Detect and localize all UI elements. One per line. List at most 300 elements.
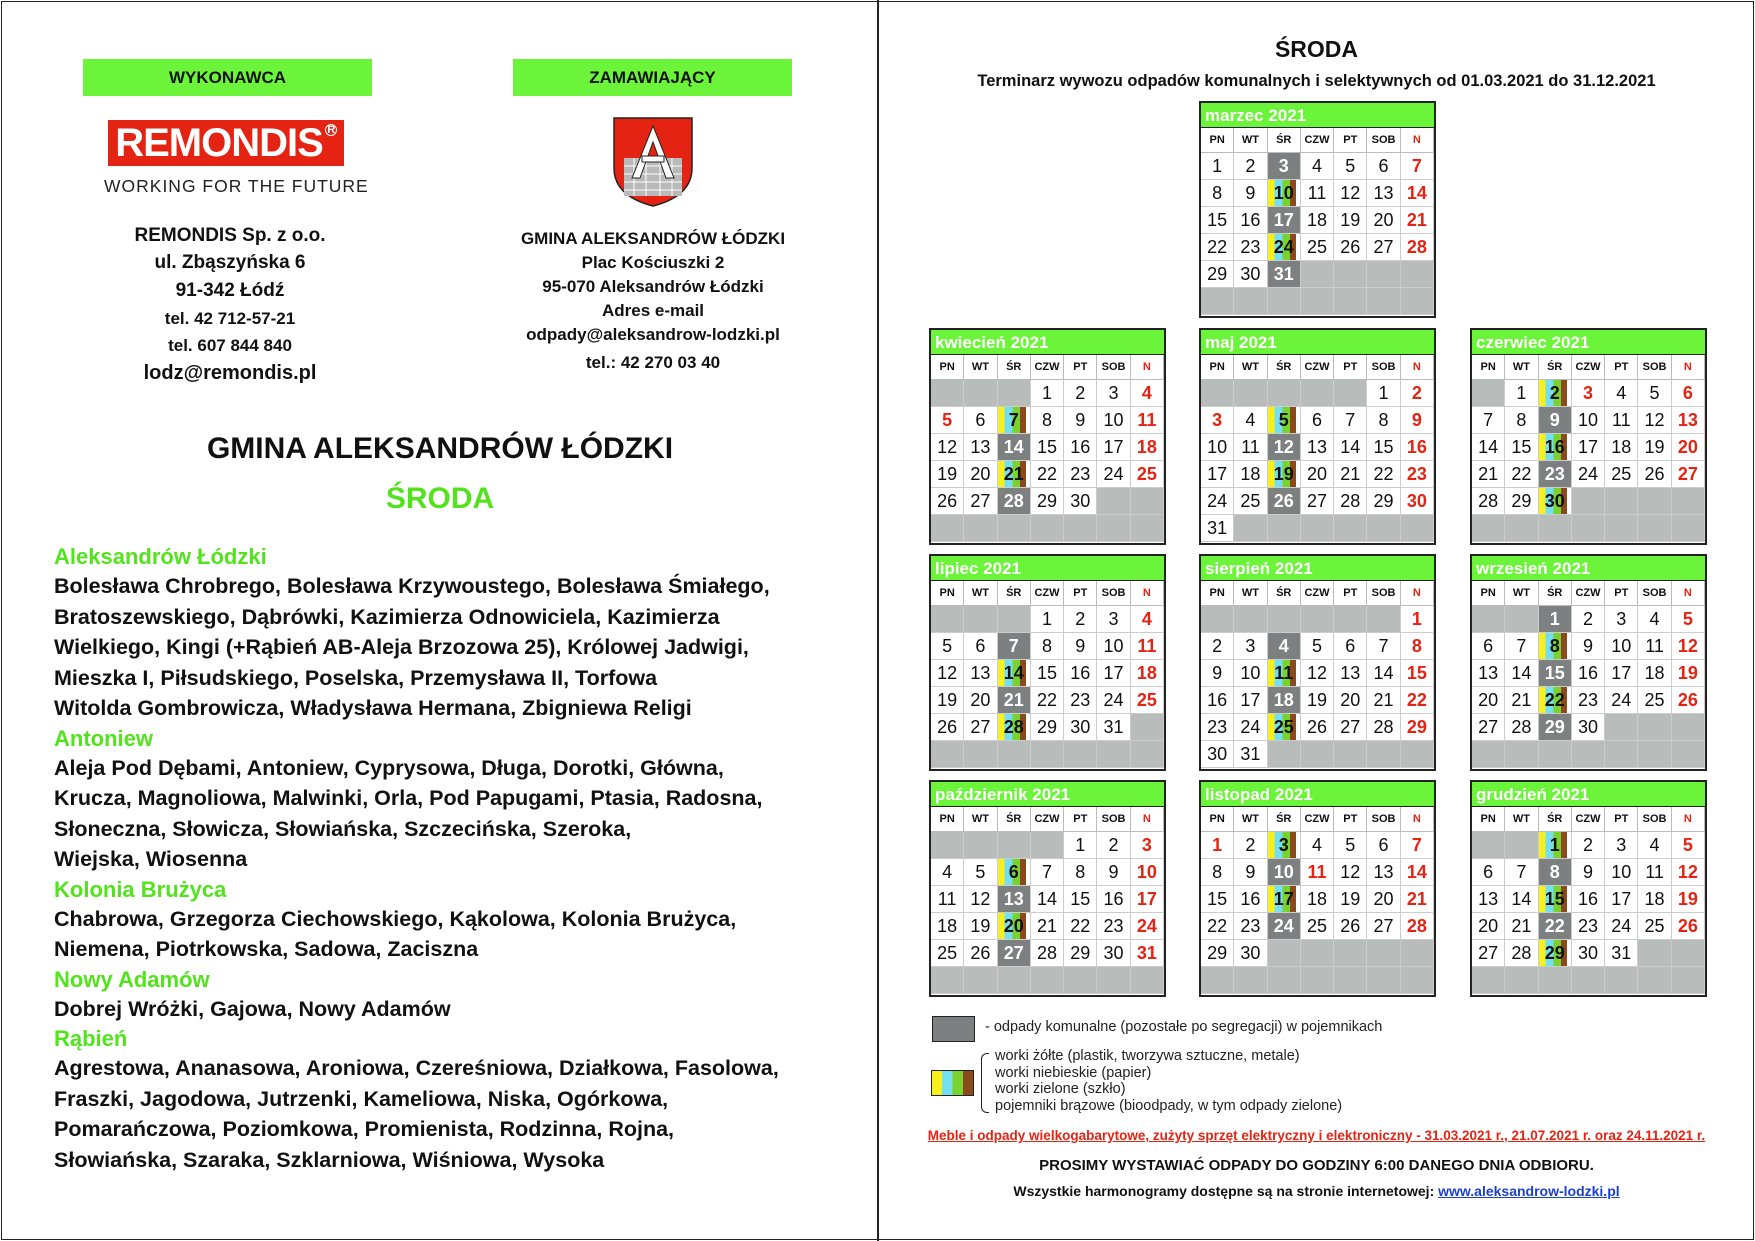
day-cell: 26: [931, 714, 964, 741]
empty-day-cell: [931, 832, 964, 859]
day-cell: 18: [1268, 687, 1301, 714]
day-cell: 8: [1539, 633, 1572, 660]
day-cell: 8: [1367, 407, 1400, 434]
weekday-header: N: [1401, 128, 1434, 153]
empty-day-cell: [1234, 606, 1267, 633]
day-cell: 14: [1367, 660, 1400, 687]
day-cell: 6: [1472, 633, 1505, 660]
area-streets: [54, 571, 854, 724]
day-cell: 21: [1401, 886, 1434, 913]
weekday-header: PT: [1334, 355, 1367, 380]
street-line: Mieszka I, Piłsudskiego, Poselska, Przemysława II, Torfowa: [54, 665, 658, 690]
day-cell: 7: [1472, 407, 1505, 434]
day-cell: 5: [964, 859, 997, 886]
day-cell: 29: [1201, 261, 1234, 288]
day-cell: 23: [1201, 714, 1234, 741]
day-cell: 8: [1505, 407, 1538, 434]
weekday-header: SOB: [1097, 355, 1130, 380]
day-cell: 26: [964, 940, 997, 967]
day-cell: 3: [1097, 380, 1130, 407]
empty-day-cell: [1672, 741, 1705, 768]
empty-day-cell: [1131, 714, 1164, 741]
day-cell: 23: [1064, 687, 1097, 714]
day-cell: 17: [1268, 886, 1301, 913]
weekday-header: ŚR: [1268, 581, 1301, 606]
empty-day-cell: [931, 606, 964, 633]
day-cell: 11: [1301, 859, 1334, 886]
empty-day-cell: [1268, 940, 1301, 967]
zamawiajacy-label: ZAMAWIAJĄCY: [513, 59, 792, 96]
legend-item: pojemniki brązowe (bioodpady, w tym odpady zielone): [995, 1097, 1343, 1114]
day-cell: 26: [1301, 714, 1334, 741]
client-line: odpady@aleksandrow-lodzki.pl: [526, 325, 780, 344]
day-cell: 4: [1301, 153, 1334, 180]
empty-day-cell: [1401, 261, 1434, 288]
month-calendar: [1199, 328, 1436, 545]
month-calendar: [1470, 554, 1707, 771]
day-cell: 20: [1334, 687, 1367, 714]
month-calendar: [929, 328, 1166, 545]
day-cell: 9: [1064, 407, 1097, 434]
day-cell: 11: [1301, 180, 1334, 207]
street-line: Aleja Pod Dębami, Antoniew, Cyprysowa, Długa, Dorotki, Główna,: [54, 755, 724, 780]
day-cell: 15: [1201, 886, 1234, 913]
empty-day-cell: [1367, 967, 1400, 994]
weekday-header: WT: [1234, 355, 1267, 380]
day-cell: 1: [1201, 153, 1234, 180]
day-cell: 28: [1401, 913, 1434, 940]
legend-selective-text: [995, 1048, 1342, 1114]
day-cell: 27: [964, 714, 997, 741]
empty-day-cell: [1572, 967, 1605, 994]
day-cell: 6: [1672, 380, 1705, 407]
day-cell: 4: [1638, 606, 1671, 633]
legend-item: worki zielone (szkło): [995, 1081, 1126, 1097]
day-cell: 11: [1638, 633, 1671, 660]
day-cell: 15: [1505, 434, 1538, 461]
day-cell: 17: [1572, 434, 1605, 461]
empty-day-cell: [1401, 741, 1434, 768]
day-cell: 23: [1234, 234, 1267, 261]
day-cell: 20: [998, 913, 1031, 940]
weekday-header: ŚR: [1268, 807, 1301, 832]
day-cell: 7: [1031, 859, 1064, 886]
day-cell: 14: [1401, 859, 1434, 886]
area-name: Nowy Adamów: [54, 966, 210, 992]
day-cell: 13: [998, 886, 1031, 913]
weekday-header: PT: [1605, 355, 1638, 380]
weekday-header: PN: [1472, 355, 1505, 380]
empty-day-cell: [1367, 741, 1400, 768]
day-cell: 3: [1097, 606, 1130, 633]
day-cell: 30: [1201, 741, 1234, 768]
weekday-header: N: [1131, 807, 1164, 832]
day-cell: 2: [1234, 153, 1267, 180]
day-cell: 15: [1201, 207, 1234, 234]
weekday-header: PT: [1334, 581, 1367, 606]
day-cell: 31: [1605, 940, 1638, 967]
empty-day-cell: [1505, 606, 1538, 633]
day-cell: 17: [1268, 207, 1301, 234]
empty-day-cell: [1672, 940, 1705, 967]
weekday-header: PT: [1064, 807, 1097, 832]
weekday-header: PN: [1201, 128, 1234, 153]
day-cell: 5: [931, 407, 964, 434]
weekday-header: PN: [931, 581, 964, 606]
empty-day-cell: [1367, 515, 1400, 542]
day-cell: 15: [1539, 660, 1572, 687]
day-cell: 16: [1064, 434, 1097, 461]
empty-day-cell: [1301, 967, 1334, 994]
website-link[interactable]: www.aleksandrow-lodzki.pl: [1438, 1183, 1620, 1199]
bulky-waste-notice: Meble i odpady wielkogabarytowe, zużyty sprzęt elektryczny i elektroniczny - 31.03.2021 r., 21.07.2021 r. oraz 24.11.2021 r.: [927, 1128, 1706, 1143]
day-cell: 30: [1234, 261, 1267, 288]
day-cell: 18: [1638, 660, 1671, 687]
empty-day-cell: [1472, 380, 1505, 407]
schedule-subtitle: Terminarz wywozu odpadów komunalnych i selektywnych od 01.03.2021 do 31.12.2021: [977, 72, 1656, 90]
day-cell: 7: [1334, 407, 1367, 434]
day-cell: 21: [1401, 207, 1434, 234]
day-cell: 14: [1472, 434, 1505, 461]
day-cell: 5: [1334, 832, 1367, 859]
day-cell: 16: [1234, 886, 1267, 913]
day-cell: 22: [1505, 461, 1538, 488]
day-cell: 24: [1605, 913, 1638, 940]
day-cell: 25: [1131, 687, 1164, 714]
empty-day-cell: [1367, 940, 1400, 967]
empty-day-cell: [964, 832, 997, 859]
day-cell: 26: [1638, 461, 1671, 488]
empty-day-cell: [931, 741, 964, 768]
day-cell: 22: [1201, 913, 1234, 940]
day-cell: 29: [1201, 940, 1234, 967]
empty-day-cell: [1638, 515, 1671, 542]
day-cell: 7: [1505, 633, 1538, 660]
empty-day-cell: [1638, 714, 1671, 741]
day-cell: 2: [1234, 832, 1267, 859]
client-line: 95-070 Aleksandrów Łódzki: [542, 277, 764, 296]
weekday-header: PT: [1334, 807, 1367, 832]
empty-day-cell: [964, 515, 997, 542]
day-cell: 10: [1201, 434, 1234, 461]
empty-day-cell: [1268, 288, 1301, 315]
empty-day-cell: [1131, 741, 1164, 768]
day-cell: 17: [1131, 886, 1164, 913]
day-cell: 19: [1334, 886, 1367, 913]
day-cell: 12: [1334, 180, 1367, 207]
day-cell: 8: [1064, 859, 1097, 886]
day-cell: 30: [1572, 714, 1605, 741]
weekday-header: CZW: [1301, 355, 1334, 380]
day-cell: 29: [1539, 714, 1572, 741]
empty-day-cell: [1334, 261, 1367, 288]
day-cell: 9: [1097, 859, 1130, 886]
empty-day-cell: [931, 380, 964, 407]
streets-list: [54, 542, 854, 1175]
day-cell: 30: [1539, 488, 1572, 515]
empty-day-cell: [1472, 606, 1505, 633]
day-cell: 9: [1064, 633, 1097, 660]
empty-day-cell: [1605, 741, 1638, 768]
month-calendar: [1199, 101, 1436, 318]
day-cell: 18: [1301, 207, 1334, 234]
legend-selective-swatch: [931, 1070, 974, 1096]
weekday-header: SOB: [1638, 355, 1671, 380]
weekday-header: SOB: [1367, 355, 1400, 380]
empty-day-cell: [1097, 488, 1130, 515]
day-cell: 28: [1472, 488, 1505, 515]
day-cell: 4: [1638, 832, 1671, 859]
day-cell: 18: [1301, 886, 1334, 913]
empty-day-cell: [1064, 515, 1097, 542]
day-cell: 27: [1367, 913, 1400, 940]
empty-day-cell: [1472, 741, 1505, 768]
contractor-line: tel. 42 712-57-21: [164, 309, 296, 328]
day-cell: 11: [1268, 660, 1301, 687]
day-cell: 17: [1605, 886, 1638, 913]
weekday-header: PN: [1201, 581, 1234, 606]
day-cell: 31: [1234, 741, 1267, 768]
day-cell: 13: [964, 434, 997, 461]
day-cell: 11: [1638, 859, 1671, 886]
empty-day-cell: [1131, 488, 1164, 515]
day-cell: 15: [1031, 434, 1064, 461]
day-cell: 8: [1031, 633, 1064, 660]
empty-day-cell: [1097, 967, 1130, 994]
empty-day-cell: [1234, 515, 1267, 542]
empty-day-cell: [1572, 741, 1605, 768]
day-cell: 3: [1201, 407, 1234, 434]
weekday-header: ŚR: [998, 581, 1031, 606]
day-cell: 25: [1638, 913, 1671, 940]
day-cell: 16: [1097, 886, 1130, 913]
day-cell: 6: [1301, 407, 1334, 434]
empty-day-cell: [1539, 515, 1572, 542]
day-cell: 6: [964, 407, 997, 434]
day-cell: 19: [1334, 207, 1367, 234]
day-cell: 17: [1201, 461, 1234, 488]
day-cell: 6: [1367, 153, 1400, 180]
day-cell: 3: [1131, 832, 1164, 859]
day-cell: 25: [1268, 714, 1301, 741]
day-cell: 10: [1097, 407, 1130, 434]
empty-day-cell: [1672, 488, 1705, 515]
day-cell: 22: [1064, 913, 1097, 940]
day-cell: 17: [1097, 660, 1130, 687]
client-line: GMINA ALEKSANDRÓW ŁÓDZKI: [520, 229, 786, 248]
empty-day-cell: [1367, 288, 1400, 315]
day-cell: 22: [1031, 461, 1064, 488]
weekday-header: PT: [1064, 355, 1097, 380]
empty-day-cell: [1672, 515, 1705, 542]
empty-day-cell: [1672, 714, 1705, 741]
day-cell: 5: [1638, 380, 1671, 407]
empty-day-cell: [998, 515, 1031, 542]
day-cell: 21: [1367, 687, 1400, 714]
deadline-notice: PROSIMY WYSTAWIAĆ ODPADY DO GODZINY 6:00 DANEGO DNIA ODBIORU.: [1039, 1157, 1594, 1174]
street-line: Pomarańczowa, Poziomkowa, Promienista, Rodzinna, Rojna,: [54, 1117, 675, 1141]
empty-day-cell: [998, 380, 1031, 407]
area-name: Rąbień: [54, 1026, 128, 1051]
wykonawca-label: WYKONAWCA: [83, 59, 372, 96]
day-cell: 5: [1672, 606, 1705, 633]
weekday-header: SOB: [1367, 581, 1400, 606]
empty-day-cell: [1505, 741, 1538, 768]
empty-day-cell: [964, 741, 997, 768]
day-cell: 24: [1131, 913, 1164, 940]
day-cell: 22: [1367, 461, 1400, 488]
day-cell: 4: [1131, 380, 1164, 407]
day-cell: 26: [1268, 488, 1301, 515]
day-cell: 20: [1367, 207, 1400, 234]
day-cell: 16: [1572, 660, 1605, 687]
empty-day-cell: [1401, 940, 1434, 967]
weekday-header: SOB: [1367, 807, 1400, 832]
day-cell: 6: [1472, 859, 1505, 886]
day-cell: 10: [1097, 633, 1130, 660]
month-calendar: [1199, 554, 1436, 771]
day-cell: 2: [1064, 606, 1097, 633]
empty-day-cell: [1367, 261, 1400, 288]
empty-day-cell: [1638, 741, 1671, 768]
day-cell: 21: [1031, 913, 1064, 940]
weekday-header: WT: [964, 581, 997, 606]
day-cell: 4: [1605, 380, 1638, 407]
day-cell: 20: [1367, 886, 1400, 913]
empty-day-cell: [1064, 741, 1097, 768]
empty-day-cell: [1539, 967, 1572, 994]
day-cell: 12: [931, 660, 964, 687]
day-cell: 12: [1268, 434, 1301, 461]
empty-day-cell: [931, 515, 964, 542]
weekday-header: PT: [1334, 128, 1367, 153]
day-cell: 7: [998, 633, 1031, 660]
day-cell: 7: [1401, 832, 1434, 859]
day-cell: 13: [1301, 434, 1334, 461]
day-cell: 12: [1334, 859, 1367, 886]
empty-day-cell: [1234, 967, 1267, 994]
day-cell: 27: [1334, 714, 1367, 741]
empty-day-cell: [1268, 967, 1301, 994]
day-cell: 5: [931, 633, 964, 660]
weekday-header: WT: [964, 807, 997, 832]
area-streets: [54, 904, 854, 965]
empty-day-cell: [1605, 967, 1638, 994]
day-cell: 21: [998, 687, 1031, 714]
empty-day-cell: [1472, 967, 1505, 994]
client-line: Adres e-mail: [601, 301, 705, 320]
day-cell: 26: [1334, 913, 1367, 940]
day-cell: 7: [1401, 153, 1434, 180]
day-cell: 10: [1268, 180, 1301, 207]
day-cell: 9: [1401, 407, 1434, 434]
day-cell: 18: [1605, 434, 1638, 461]
weekday-header: PN: [1201, 355, 1234, 380]
day-cell: 24: [1268, 913, 1301, 940]
area-name: Kolonia Brużyca: [54, 876, 227, 902]
day-cell: 16: [1401, 434, 1434, 461]
empty-day-cell: [1268, 606, 1301, 633]
empty-day-cell: [1401, 288, 1434, 315]
weekday-header: WT: [1505, 807, 1538, 832]
day-cell: 27: [1367, 234, 1400, 261]
day-cell: 31: [1201, 515, 1234, 542]
day-cell: 1: [1367, 380, 1400, 407]
day-cell: 4: [931, 859, 964, 886]
empty-day-cell: [1268, 380, 1301, 407]
month-calendar: [1470, 328, 1707, 545]
day-cell: 9: [1234, 859, 1267, 886]
website-notice: [880, 1183, 1753, 1199]
day-cell: 30: [1064, 714, 1097, 741]
weekday-header: N: [1672, 581, 1705, 606]
day-cell: 7: [1505, 859, 1538, 886]
day-cell: 27: [1672, 461, 1705, 488]
day-cell: 11: [931, 886, 964, 913]
legend-brace: [981, 1053, 989, 1113]
weekday-header: ŚR: [1539, 355, 1572, 380]
day-cell: 22: [1539, 913, 1572, 940]
day-cell: 24: [1268, 234, 1301, 261]
day-cell: 27: [1301, 488, 1334, 515]
day-cell: 14: [1505, 886, 1538, 913]
weekday-header: PN: [1201, 807, 1234, 832]
day-cell: 6: [1334, 633, 1367, 660]
day-cell: 20: [1472, 687, 1505, 714]
day-cell: 3: [1605, 606, 1638, 633]
empty-day-cell: [1672, 967, 1705, 994]
day-cell: 20: [1472, 913, 1505, 940]
empty-day-cell: [964, 967, 997, 994]
weekday-header: WT: [964, 355, 997, 380]
empty-day-cell: [931, 967, 964, 994]
day-cell: 23: [1539, 461, 1572, 488]
day-cell: 26: [1672, 687, 1705, 714]
weekday-header: WT: [1234, 581, 1267, 606]
day-cell: 2: [1572, 832, 1605, 859]
month-title: sierpień 2021: [1201, 556, 1434, 581]
empty-day-cell: [964, 380, 997, 407]
day-cell: 19: [931, 461, 964, 488]
empty-day-cell: [1201, 606, 1234, 633]
day-cell: 14: [998, 434, 1031, 461]
empty-day-cell: [1097, 741, 1130, 768]
day-cell: 14: [1334, 434, 1367, 461]
weekday-header: WT: [1505, 355, 1538, 380]
day-cell: 1: [1201, 832, 1234, 859]
weekday-header: PT: [1605, 807, 1638, 832]
day-cell: 19: [1638, 434, 1671, 461]
day-cell: 16: [1201, 687, 1234, 714]
empty-day-cell: [1638, 967, 1671, 994]
month-title: listopad 2021: [1201, 782, 1434, 807]
day-cell: 10: [1605, 859, 1638, 886]
day-cell: 6: [964, 633, 997, 660]
weekday-header: ŚR: [998, 355, 1031, 380]
remondis-logo: REMONDIS $^R$: [108, 120, 344, 166]
day-cell: 15: [1367, 434, 1400, 461]
empty-day-cell: [1505, 967, 1538, 994]
day-cell: 12: [1672, 633, 1705, 660]
day-cell: 4: [1131, 606, 1164, 633]
day-cell: 21: [1505, 687, 1538, 714]
day-cell: 12: [931, 434, 964, 461]
day-cell: 28: [1031, 940, 1064, 967]
day-cell: 31: [1131, 940, 1164, 967]
day-cell: 8: [1201, 859, 1234, 886]
empty-day-cell: [1401, 967, 1434, 994]
weekday-header: CZW: [1301, 128, 1334, 153]
